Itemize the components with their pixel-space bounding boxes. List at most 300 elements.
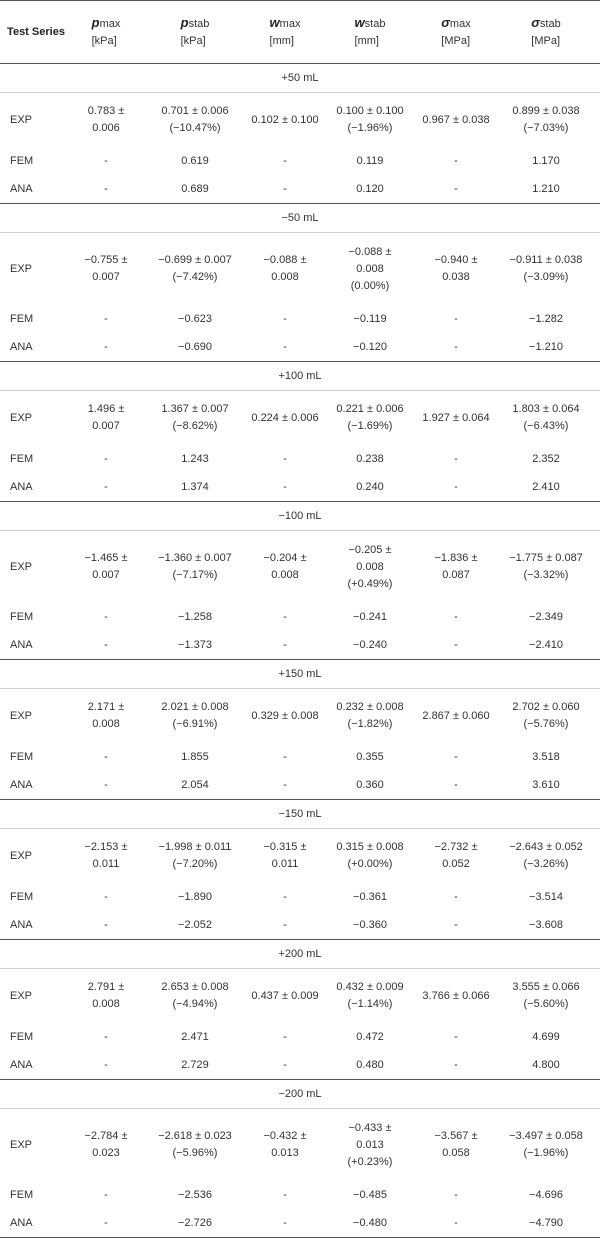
table-cell [140, 743, 250, 771]
cell-line: −1.210 [529, 341, 563, 353]
row-label: FEM [10, 891, 34, 903]
table-row-exp [0, 689, 600, 744]
cell-line: 2.867 ± 0.060 [422, 709, 490, 722]
cell-line: (−1.96%) [347, 122, 393, 134]
table-cell [140, 391, 250, 446]
row-label: ANA [0, 911, 72, 940]
table-cell [320, 175, 420, 204]
header-subscript: stab [539, 18, 561, 30]
cell-line: 0.008 [271, 569, 299, 581]
cell-line: 0.038 [442, 271, 470, 283]
cell-line: −0.755 ± [84, 254, 128, 266]
table-cell [492, 689, 600, 744]
section-header-row [0, 1080, 600, 1109]
cell-line: 0.432 ± 0.009 [336, 981, 404, 993]
row-label: FEM [10, 155, 34, 167]
table-cell [492, 911, 600, 940]
table-cell [420, 883, 492, 911]
table-cell [320, 771, 420, 800]
row-label: EXP [10, 411, 33, 424]
header-symbol: p [91, 15, 100, 30]
cell-line: 0.437 ± 0.009 [251, 989, 319, 1002]
cell-line: −0.940 ± [434, 254, 478, 266]
cell-line: 0.360 [356, 779, 384, 791]
cell-line: - [454, 453, 458, 465]
cell-line: - [104, 1059, 108, 1071]
cell-line: (−5.60%) [523, 998, 569, 1010]
table-cell [320, 1109, 420, 1182]
cell-line: (−1.69%) [347, 420, 393, 432]
table-cell [492, 233, 600, 306]
table-cell [420, 1023, 492, 1051]
cell-line: - [104, 611, 108, 623]
table-row-exp [0, 969, 600, 1024]
cell-line: −2.153 ± 0.011 [84, 841, 128, 870]
table-cell [140, 175, 250, 204]
cell-line: - [283, 1031, 287, 1043]
header-subscript: max [449, 18, 471, 30]
table-cell [420, 333, 492, 362]
table-cell [420, 969, 492, 1024]
table-cell [72, 147, 140, 175]
table-cell [420, 147, 492, 175]
table-row-ana [0, 175, 600, 204]
table-cell [250, 391, 320, 446]
table-cell [72, 1109, 140, 1182]
cell-line: 0.119 [356, 155, 384, 167]
table-cell [492, 531, 600, 604]
table-cell [72, 969, 140, 1024]
row-label: ANA [0, 631, 72, 660]
cell-line: - [454, 919, 458, 931]
cell-line: −2.618 ± 0.023 [158, 1130, 232, 1142]
row-label: EXP [10, 989, 33, 1002]
table-cell [420, 305, 492, 333]
row-label: ANA [0, 473, 72, 502]
section-header-row [0, 502, 600, 531]
table-cell [320, 969, 420, 1024]
cell-line: −1.890 [178, 891, 212, 903]
table-cell [250, 829, 320, 884]
table-cell [140, 333, 250, 362]
cell-line: 1.210 [532, 183, 560, 195]
table-cell [250, 1051, 320, 1080]
table-cell [420, 689, 492, 744]
cell-line: - [454, 155, 458, 167]
cell-line: 0.120 [356, 183, 384, 195]
row-label: ANA [0, 175, 72, 204]
cell-line: 0.472 [356, 1031, 384, 1043]
table-cell [140, 93, 250, 148]
table-cell [492, 305, 600, 333]
table-row-fem [0, 603, 600, 631]
table-cell [320, 333, 420, 362]
cell-line: - [104, 183, 108, 195]
table-cell [320, 473, 420, 502]
row-label: ANA [0, 771, 72, 800]
table-cell [320, 305, 420, 333]
row-label: EXP [10, 849, 33, 862]
cell-line: −2.643 ± 0.052 [509, 841, 583, 853]
cell-line: −0.240 [353, 639, 387, 651]
table-cell [250, 1109, 320, 1182]
table-cell [492, 147, 600, 175]
cell-line: - [104, 341, 108, 353]
cell-line: 2.791 ± 0.008 [87, 981, 125, 1010]
cell-line: 0.008 [356, 262, 384, 275]
cell-line: - [454, 611, 458, 623]
header-row [0, 1, 600, 64]
cell-line: (−1.82%) [347, 718, 393, 730]
cell-line: −1.836 ± [434, 552, 478, 564]
header-symbol: w [354, 15, 365, 30]
section-title: +150 mL [0, 660, 600, 689]
header-w-stab [320, 1, 420, 64]
cell-line: −3.608 [529, 919, 563, 931]
table-cell [320, 911, 420, 940]
header-unit: [mm] [269, 35, 294, 47]
table-row-fem [0, 1181, 600, 1209]
header-unit: [mm] [354, 35, 379, 47]
table-cell [140, 883, 250, 911]
cell-line: 0.315 ± 0.008 [336, 841, 404, 853]
table-cell [320, 603, 420, 631]
table-cell [320, 743, 420, 771]
cell-line: (−10.47%) [169, 122, 221, 134]
table-cell [420, 743, 492, 771]
cell-line: - [283, 183, 287, 195]
cell-line: −2.410 [529, 639, 563, 651]
table-cell [72, 445, 140, 473]
cell-line: - [104, 1189, 108, 1201]
table-row-exp [0, 829, 600, 884]
table-cell [492, 969, 600, 1024]
table-cell [492, 1109, 600, 1182]
table-cell [72, 771, 140, 800]
table-cell [320, 1209, 420, 1238]
table-cell [72, 531, 140, 604]
cell-line: - [283, 1189, 287, 1201]
table-row-fem [0, 743, 600, 771]
cell-line: 3.555 ± 0.066 [512, 981, 580, 993]
row-label: FEM [10, 313, 34, 325]
cell-line: 0.023 [92, 1147, 120, 1159]
cell-line: −0.088 ± [263, 254, 307, 266]
table-cell [140, 1051, 250, 1080]
cell-line: - [104, 919, 108, 931]
table-cell [320, 829, 420, 884]
table-row-fem [0, 305, 600, 333]
cell-line: - [454, 1031, 458, 1043]
table-cell [492, 603, 600, 631]
cell-line: (−5.96%) [172, 1147, 218, 1159]
cell-line: −2.784 ± [84, 1130, 128, 1142]
table-cell [320, 1181, 420, 1209]
cell-line: 2.653 ± 0.008 [161, 981, 229, 993]
section-title: −150 mL [0, 800, 600, 829]
cell-line: 0.355 [356, 751, 384, 763]
cell-line: - [454, 341, 458, 353]
table-cell [140, 689, 250, 744]
table-cell [492, 743, 600, 771]
cell-line: −1.258 [178, 611, 212, 623]
cell-line: (−3.09%) [523, 271, 569, 283]
cell-line: - [283, 611, 287, 623]
table-cell [320, 445, 420, 473]
table-cell [420, 829, 492, 884]
header-symbol: p [180, 15, 189, 30]
table-cell [250, 531, 320, 604]
cell-line: 0.008 [271, 271, 299, 283]
table-cell [492, 1209, 600, 1238]
table-cell [492, 829, 600, 884]
cell-line: (0.00%) [350, 279, 390, 292]
cell-line: - [283, 341, 287, 353]
cell-line: −2.726 [178, 1217, 212, 1229]
table-cell [72, 743, 140, 771]
cell-line: (−6.91%) [172, 718, 218, 730]
cell-line: −1.282 [529, 313, 563, 325]
table-cell [250, 771, 320, 800]
cell-line: - [104, 1217, 108, 1229]
table-cell [250, 743, 320, 771]
header-p-max [72, 1, 140, 64]
cell-line: - [104, 481, 108, 493]
header-subscript: max [99, 18, 121, 30]
cell-line: - [454, 751, 458, 763]
table-row-exp [0, 391, 600, 446]
cell-line: (−4.94%) [172, 998, 218, 1010]
cell-line: −0.480 [353, 1217, 387, 1229]
cell-line: −3.497 ± 0.058 [509, 1130, 583, 1142]
table-cell [140, 911, 250, 940]
cell-line: 0.013 [356, 1138, 384, 1151]
table-cell [420, 93, 492, 148]
table-cell [420, 531, 492, 604]
header-unit: [MPa] [441, 35, 471, 47]
cell-line: - [104, 155, 108, 167]
cell-line: −2.732 ± [434, 841, 478, 853]
row-label: FEM [10, 751, 34, 763]
table-cell [492, 391, 600, 446]
cell-line: 0.221 ± 0.006 [336, 403, 404, 415]
table-row-ana [0, 473, 600, 502]
cell-line: - [104, 1031, 108, 1043]
cell-line: 2.352 [532, 453, 560, 465]
table-cell [320, 93, 420, 148]
cell-line: - [104, 313, 108, 325]
table-cell [72, 1051, 140, 1080]
table-cell [492, 631, 600, 660]
table-cell [72, 391, 140, 446]
header-symbol: σ [441, 15, 450, 30]
cell-line: 0.052 [442, 858, 470, 870]
cell-line: 0.689 [181, 183, 209, 195]
cell-line: −0.205 ± [348, 543, 392, 556]
table-cell [250, 93, 320, 148]
cell-line: 1.367 ± 0.007 [161, 403, 229, 415]
table-cell [420, 445, 492, 473]
table-cell [140, 1023, 250, 1051]
table-cell [320, 883, 420, 911]
table-body [0, 64, 600, 1238]
table-cell [420, 911, 492, 940]
table-row-exp [0, 1109, 600, 1182]
table-cell [492, 333, 600, 362]
table-cell [250, 333, 320, 362]
table-cell [250, 969, 320, 1024]
cell-line: (−3.26%) [523, 858, 569, 870]
table-cell [492, 771, 600, 800]
table-cell [72, 333, 140, 362]
table-row-exp [0, 233, 600, 306]
header-subscript: stab [188, 18, 210, 30]
table-cell [72, 1209, 140, 1238]
cell-line: 0.967 ± 0.038 [422, 113, 490, 126]
table-cell [420, 603, 492, 631]
table-cell [250, 689, 320, 744]
table-cell [320, 531, 420, 604]
cell-line: 0.783 ± 0.006 [87, 105, 125, 134]
row-label: ANA [0, 1209, 72, 1238]
table-cell [420, 473, 492, 502]
cell-line: 3.766 ± 0.066 [422, 989, 490, 1002]
table-row-fem [0, 1023, 600, 1051]
cell-line: 0.102 ± 0.100 [251, 113, 319, 126]
cell-line: - [454, 891, 458, 903]
table-cell [250, 147, 320, 175]
cell-line: - [283, 779, 287, 791]
cell-line: 0.329 ± 0.008 [251, 709, 319, 722]
table-cell [140, 473, 250, 502]
cell-line: −0.433 ± [348, 1121, 392, 1134]
cell-line: −0.315 ± 0.011 [263, 841, 307, 870]
table-cell [140, 1181, 250, 1209]
header-sigma-max [420, 1, 492, 64]
table-cell [250, 883, 320, 911]
cell-line: 1.803 ± 0.064 [512, 403, 580, 415]
table-cell [250, 1181, 320, 1209]
table-cell [72, 883, 140, 911]
header-subscript: stab [364, 18, 386, 30]
table-row-ana [0, 631, 600, 660]
row-label: EXP [10, 709, 33, 722]
header-p-stab [140, 1, 250, 64]
table-cell [140, 829, 250, 884]
table-row-exp [0, 531, 600, 604]
cell-line: 1.243 [181, 453, 209, 465]
cell-line: 0.100 ± 0.100 [336, 105, 404, 117]
cell-line: - [454, 639, 458, 651]
cell-line: 1.496 ± 0.007 [87, 403, 125, 432]
cell-line: −4.696 [529, 1189, 563, 1201]
cell-line: - [283, 1217, 287, 1229]
cell-line: 3.610 [532, 779, 560, 791]
table-cell [420, 1209, 492, 1238]
table-row-ana [0, 333, 600, 362]
cell-line: (+0.49%) [347, 577, 393, 590]
table-cell [420, 175, 492, 204]
header-unit: [kPa] [180, 35, 206, 47]
cell-line: −0.120 [353, 341, 387, 353]
table-cell [420, 1109, 492, 1182]
table-cell [250, 233, 320, 306]
cell-line: −0.241 [353, 611, 387, 623]
section-header-row [0, 940, 600, 969]
table-cell [72, 1181, 140, 1209]
cell-line: −4.790 [529, 1217, 563, 1229]
table-cell [72, 603, 140, 631]
cell-line: - [454, 481, 458, 493]
header-unit: [MPa] [531, 35, 561, 47]
cell-line: 2.410 [532, 481, 560, 493]
table-cell [420, 1181, 492, 1209]
cell-line: −1.775 ± 0.087 [509, 552, 583, 564]
cell-line: 0.232 ± 0.008 [336, 701, 404, 713]
cell-line: 0.701 ± 0.006 [161, 105, 229, 117]
cell-line: −2.349 [529, 611, 563, 623]
cell-line: 0.899 ± 0.038 [512, 105, 580, 117]
cell-line: −1.465 ± [84, 552, 128, 564]
cell-line: 0.480 [356, 1059, 384, 1071]
table-cell [72, 473, 140, 502]
section-header-row [0, 660, 600, 689]
cell-line: 0.619 [181, 155, 209, 167]
header-symbol: σ [531, 15, 540, 30]
cell-line: 1.855 [181, 751, 209, 763]
table-row-ana [0, 911, 600, 940]
cell-line: 0.007 [92, 271, 120, 283]
table-row-fem [0, 445, 600, 473]
cell-line: 0.238 [356, 453, 384, 465]
section-header-row [0, 204, 600, 233]
cell-line: 0.007 [92, 569, 120, 581]
row-label: FEM [10, 1189, 34, 1201]
cell-line: - [454, 313, 458, 325]
table-cell [420, 233, 492, 306]
cell-line: −2.052 [178, 919, 212, 931]
cell-line: 2.054 [181, 779, 209, 791]
table-cell [140, 603, 250, 631]
table-cell [72, 1023, 140, 1051]
header-unit: [kPa] [91, 35, 117, 47]
cell-line: −1.998 ± 0.011 [158, 841, 232, 853]
cell-line: −0.204 ± [263, 552, 307, 564]
section-header-row [0, 800, 600, 829]
table-cell [140, 233, 250, 306]
table-cell [492, 473, 600, 502]
row-label: ANA [0, 333, 72, 362]
cell-line: - [104, 453, 108, 465]
cell-line: - [454, 1217, 458, 1229]
row-label: FEM [10, 453, 34, 465]
cell-line: - [283, 891, 287, 903]
table-cell [250, 1209, 320, 1238]
cell-line: 0.224 ± 0.006 [251, 411, 319, 424]
cell-line: - [283, 481, 287, 493]
cell-line: −0.360 [353, 919, 387, 931]
cell-line: −3.567 ± [434, 1130, 478, 1142]
row-label: EXP [10, 262, 33, 275]
table-cell [420, 1051, 492, 1080]
section-title: −200 mL [0, 1080, 600, 1109]
table-cell [250, 1023, 320, 1051]
cell-line: (−8.62%) [172, 420, 218, 432]
table-cell [140, 969, 250, 1024]
table-cell [140, 1109, 250, 1182]
cell-line: - [104, 751, 108, 763]
cell-line: −1.360 ± 0.007 [158, 552, 232, 564]
